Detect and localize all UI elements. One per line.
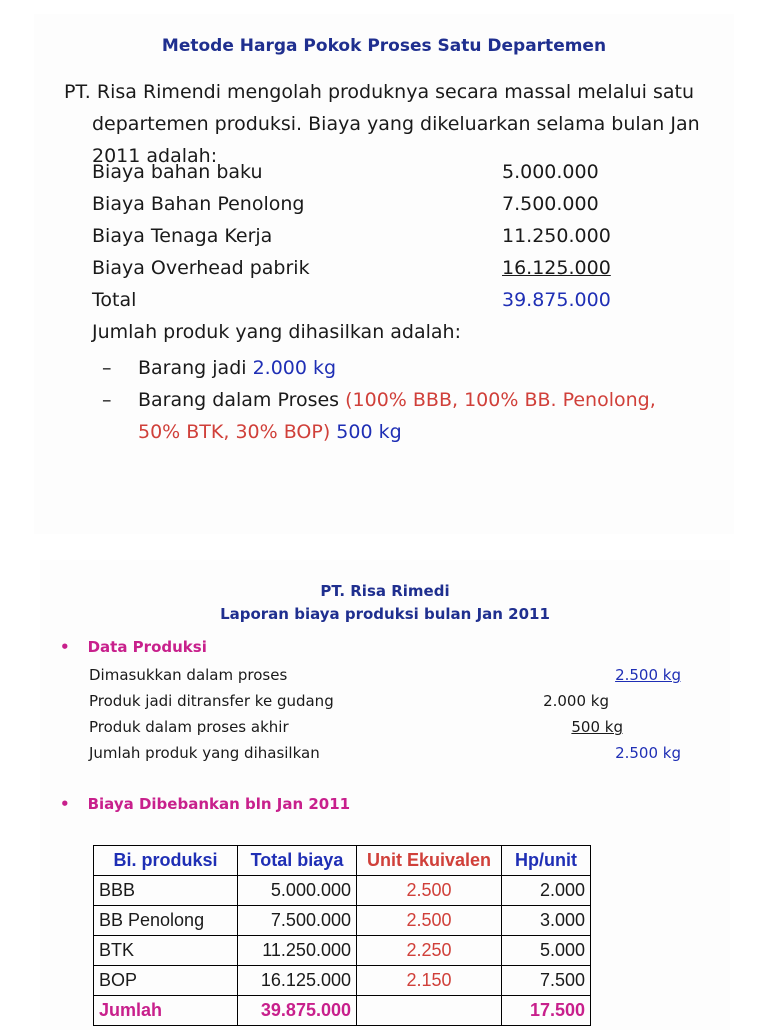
cell-name: BBB: [94, 876, 238, 906]
cost-label: Biaya Overhead pabrik: [92, 257, 310, 279]
dash-bullet: –: [102, 357, 112, 379]
wip-detail: (100% BBB, 100% BB. Penolong, 50% BTK, 30% BOP): [138, 389, 656, 443]
production-row: [89, 714, 649, 740]
production-row: [89, 662, 681, 688]
total-label: Total: [92, 289, 137, 311]
cell-unit: 2.250: [357, 936, 502, 966]
cell-name: BOP: [94, 966, 238, 996]
production-intro: Jumlah produk yang dihasilkan adalah:: [92, 321, 461, 343]
cost-value: 5.000.000: [502, 161, 599, 183]
section-label: Data Produksi: [87, 638, 207, 656]
cell-total: 7.500.000: [238, 906, 357, 936]
total-row: [92, 284, 652, 316]
cell-name: Jumlah: [94, 996, 238, 1026]
finished-goods-label: Barang jadi: [138, 357, 253, 379]
table-row: [94, 966, 591, 996]
bullet-text: [138, 352, 698, 384]
table-row: [94, 876, 591, 906]
production-label: Dimasukkan dalam proses: [89, 666, 288, 684]
production-row: [89, 688, 649, 714]
cell-unit: 2.500: [357, 876, 502, 906]
cost-label: Biaya Tenaga Kerja: [92, 225, 273, 247]
cell-hp: 5.000: [502, 936, 591, 966]
header-hp-unit: Hp/unit: [502, 846, 591, 876]
report-title: Laporan biaya produksi bulan Jan 2011: [220, 605, 550, 623]
bullet-icon: •: [60, 638, 70, 656]
cost-row: [92, 220, 652, 252]
table-total-row: [94, 996, 591, 1026]
bullet-icon: •: [60, 795, 70, 813]
cell-name: BTK: [94, 936, 238, 966]
table-row: [94, 906, 591, 936]
cost-value: 16.125.000: [502, 257, 611, 279]
production-label: Jumlah produk yang dihasilkan: [89, 744, 320, 762]
section-label: Biaya Dibebankan bln Jan 2011: [87, 795, 351, 813]
cost-value: 11.250.000: [502, 225, 611, 247]
production-label: Produk jadi ditransfer ke gudang: [89, 692, 334, 710]
cell-total: 5.000.000: [238, 876, 357, 906]
cell-total: 16.125.000: [238, 966, 357, 996]
cell-name: BB Penolong: [94, 906, 238, 936]
intro-paragraph: PT. Risa Rimendi mengolah produknya secara massal melalui satu departemen produksi. Biaya yang dikeluarkan selama bulan Jan 2011 adalah:: [64, 81, 700, 167]
cost-label: Biaya Bahan Penolong: [92, 193, 305, 215]
bullet-text: [138, 384, 698, 448]
cell-unit: [357, 996, 502, 1026]
cell-unit: 2.150: [357, 966, 502, 996]
header-unit-ekuivalen: Unit Ekuivalen: [357, 846, 502, 876]
cost-row: [92, 156, 652, 188]
cell-hp: 17.500: [502, 996, 591, 1026]
biaya-heading: [60, 795, 350, 813]
finished-goods-value: 2.000 kg: [252, 357, 337, 379]
slide-2: [40, 560, 730, 1030]
production-value: 2.000 kg: [543, 692, 609, 710]
cell-hp: 3.000: [502, 906, 591, 936]
wip-label: Barang dalam Proses: [138, 389, 346, 411]
cell-hp: 2.000: [502, 876, 591, 906]
cost-row: [92, 252, 652, 284]
production-value: 2.500 kg: [615, 744, 681, 762]
production-row: [89, 740, 681, 766]
dash-bullet: –: [102, 389, 112, 411]
production-value: 2.500 kg: [615, 666, 681, 684]
slide-1: [34, 14, 734, 534]
cost-table: [93, 845, 591, 1026]
total-value: 39.875.000: [502, 289, 611, 311]
cost-row: [92, 188, 652, 220]
cell-total: 11.250.000: [238, 936, 357, 966]
cost-value: 7.500.000: [502, 193, 599, 215]
cell-hp: 7.500: [502, 966, 591, 996]
header-total-biaya: Total biaya: [238, 846, 357, 876]
header-bi-produksi: Bi. produksi: [94, 846, 238, 876]
company-name: PT. Risa Rimedi: [320, 582, 450, 600]
slide-1-title: Metode Harga Pokok Proses Satu Departemen: [161, 36, 607, 56]
production-value: 500 kg: [571, 718, 623, 736]
table-row: [94, 936, 591, 966]
table-header-row: [94, 846, 591, 876]
data-produksi-heading: [60, 638, 207, 656]
production-label: Produk dalam proses akhir: [89, 718, 289, 736]
cell-total: 39.875.000: [238, 996, 357, 1026]
wip-value: 500 kg: [330, 421, 402, 443]
cost-label: Biaya bahan baku: [92, 161, 263, 183]
cell-unit: 2.500: [357, 906, 502, 936]
